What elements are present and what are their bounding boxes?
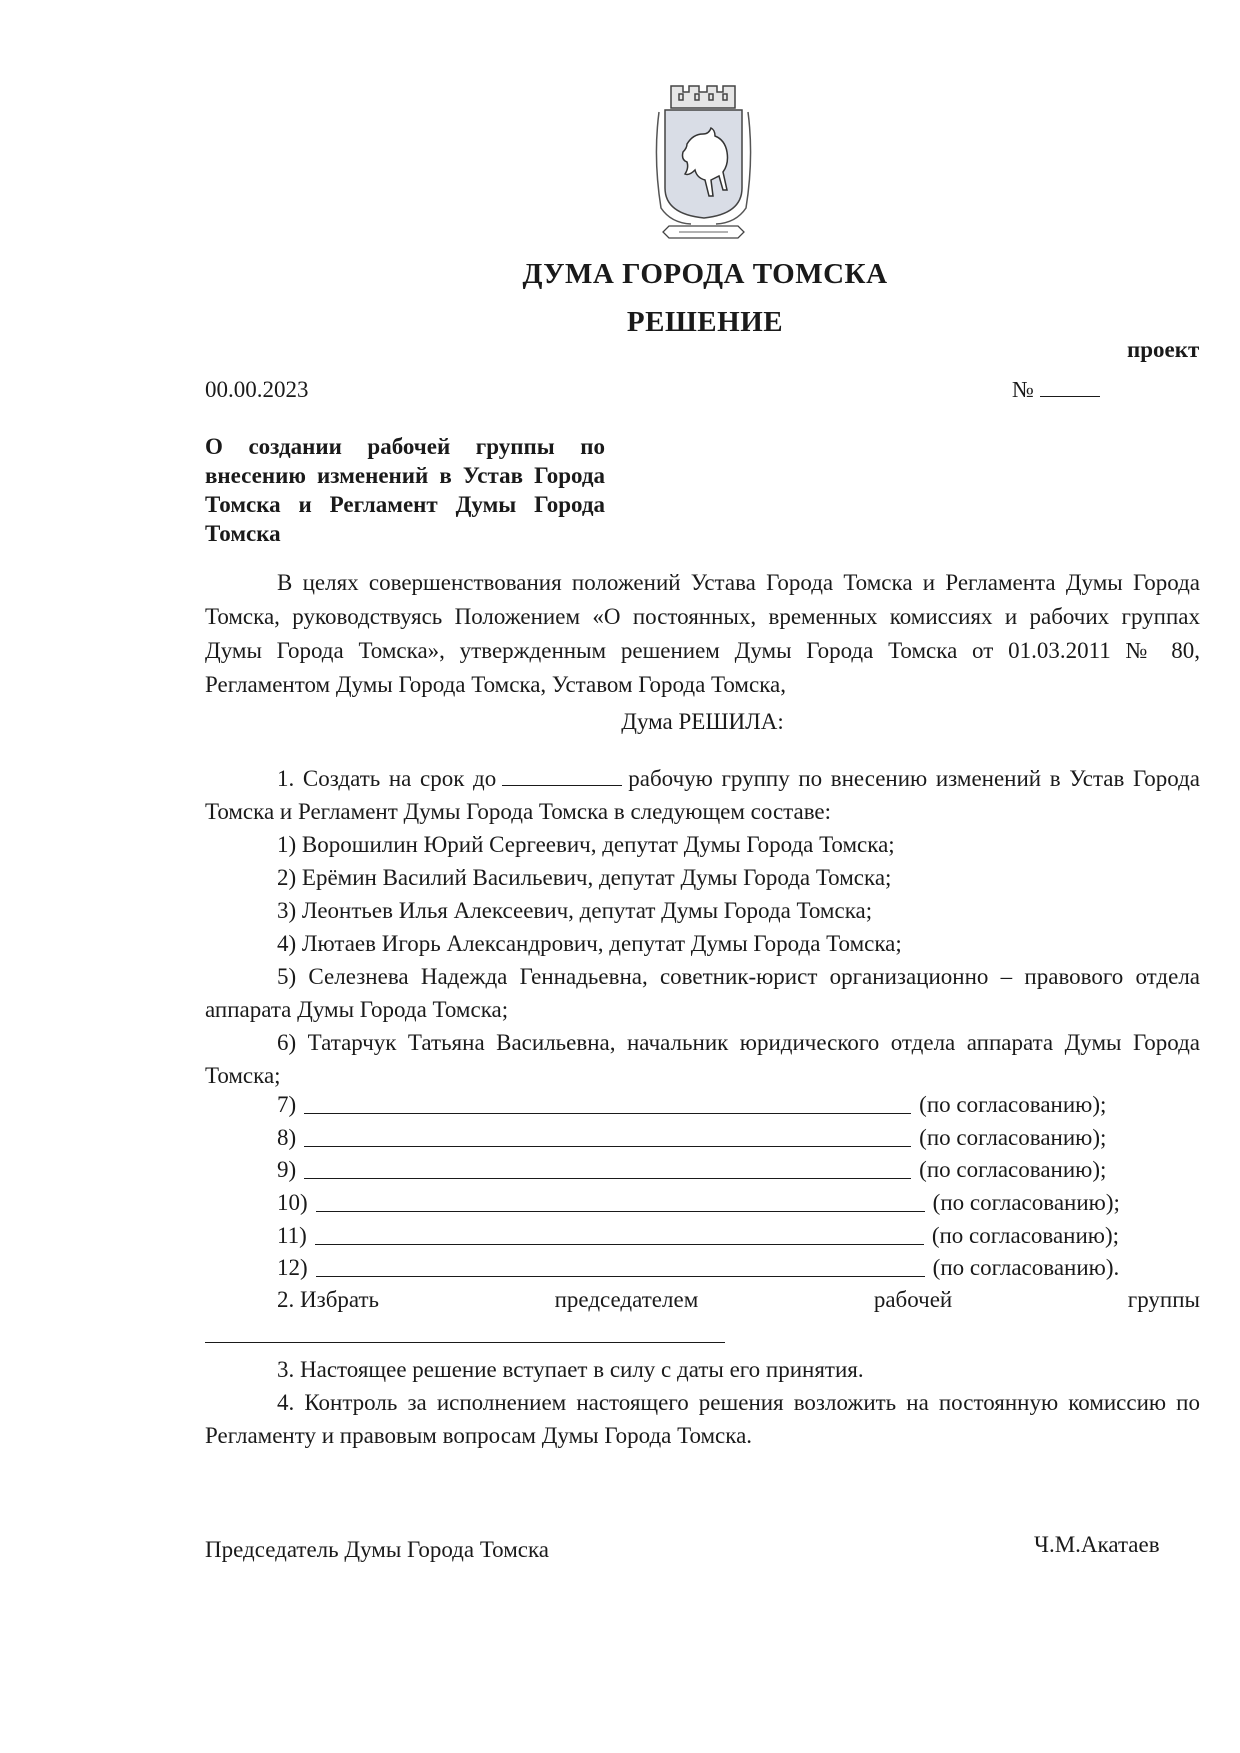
signatory-name: Ч.М.Акатаев bbox=[1034, 1532, 1160, 1557]
document-date: 00.00.2023 bbox=[205, 377, 309, 402]
member-slot bbox=[277, 1092, 1106, 1118]
item-3: 3. Настоящее решение вступает в силу с даты его принятия. bbox=[277, 1357, 864, 1382]
item-1 bbox=[205, 762, 1200, 828]
member-slot bbox=[277, 1223, 1119, 1249]
number-label: № bbox=[1012, 377, 1034, 402]
slot-number: 10) bbox=[277, 1190, 308, 1215]
item-2-word-2: председателем bbox=[554, 1287, 699, 1312]
slot-number: 8) bbox=[277, 1125, 297, 1150]
member-slot bbox=[277, 1255, 1119, 1281]
member-3: 3) Леонтьев Илья Алексеевич, депутат Думы Города Томска; bbox=[277, 898, 873, 923]
member-6: 6) Татарчук Татьяна Васильевна, начальник юридического отдела аппарата Думы Города Томска; bbox=[205, 1030, 1200, 1088]
doc-type-title: РЕШЕНИЕ bbox=[626, 306, 784, 338]
preamble: В целях совершенствования положений Устава Города Томска и Регламента Думы Города Томска, руководствуясь Положением «О постоянных, временных комиссиях и рабочих группах Думы Города Томска», утвержденным решением Думы Города Томска от 01.03.2011 № 80, Регламентом Думы Города Томска, Уставом Города Томска, bbox=[205, 570, 1200, 697]
slot-blank bbox=[315, 1224, 924, 1245]
member-slot bbox=[277, 1157, 1106, 1183]
slot-note: (по согласованию); bbox=[919, 1157, 1107, 1182]
slot-blank bbox=[304, 1126, 911, 1147]
draft-label: проект bbox=[1127, 337, 1200, 362]
document-number bbox=[1012, 377, 1100, 403]
slot-note: (по согласованию); bbox=[931, 1223, 1120, 1248]
slot-note: (по согласованию); bbox=[919, 1092, 1107, 1117]
number-blank bbox=[1040, 378, 1100, 397]
member-1: 1) Ворошилин Юрий Сергеевич, депутат Думы Города Томска; bbox=[277, 832, 895, 857]
slot-note: (по согласованию); bbox=[919, 1125, 1107, 1150]
coat-of-arms-icon bbox=[651, 78, 756, 250]
slot-blank bbox=[316, 1191, 925, 1212]
decision-subject: О создании рабочей группы по внесению изменений в Устав Города Томска и Регламент Думы Города Томска bbox=[205, 434, 605, 546]
member-2: 2) Ерёмин Василий Васильевич, депутат Думы Города Томска; bbox=[277, 865, 892, 890]
slot-blank bbox=[304, 1093, 911, 1114]
slot-number: 12) bbox=[277, 1255, 308, 1280]
slot-blank bbox=[316, 1256, 925, 1277]
slot-blank bbox=[304, 1158, 911, 1179]
chair-blank bbox=[205, 1342, 725, 1343]
item-4: 4. Контроль за исполнением настоящего решения возложить на постоянную комиссию по Регламенту и правовым вопросам Думы Города Томска. bbox=[205, 1390, 1200, 1448]
member-slot bbox=[277, 1190, 1120, 1216]
term-blank bbox=[502, 767, 622, 786]
slot-note: (по согласованию). bbox=[932, 1255, 1120, 1280]
slot-number: 9) bbox=[277, 1157, 297, 1182]
slot-note: (по согласованию); bbox=[932, 1190, 1120, 1215]
item-2-word-1: 2. Избрать bbox=[277, 1287, 380, 1312]
item-1-before: 1. Создать на срок до bbox=[277, 766, 497, 791]
org-title: ДУМА ГОРОДА ТОМСКА bbox=[522, 258, 888, 290]
member-5: 5) Селезнева Надежда Геннадьевна, советник-юрист организационно – правового отдела аппарата Думы Города Томска; bbox=[205, 964, 1200, 1022]
item-2-word-4: группы bbox=[1127, 1287, 1200, 1312]
member-slot bbox=[277, 1125, 1106, 1151]
item-2 bbox=[277, 1287, 1200, 1313]
slot-number: 7) bbox=[277, 1092, 297, 1117]
item-1-after: рабочую группу по внесению изменений в Устав Города Томска и Регламент Думы Города Томска в следующем составе: bbox=[205, 766, 1201, 824]
item-2-word-3: рабочей bbox=[873, 1287, 953, 1312]
signatory-title: Председатель Думы Города Томска bbox=[205, 1537, 550, 1562]
slot-number: 11) bbox=[277, 1223, 307, 1248]
resolved-heading: Дума РЕШИЛА: bbox=[621, 709, 784, 734]
member-4: 4) Лютаев Игорь Александрович, депутат Думы Города Томска; bbox=[277, 931, 902, 956]
